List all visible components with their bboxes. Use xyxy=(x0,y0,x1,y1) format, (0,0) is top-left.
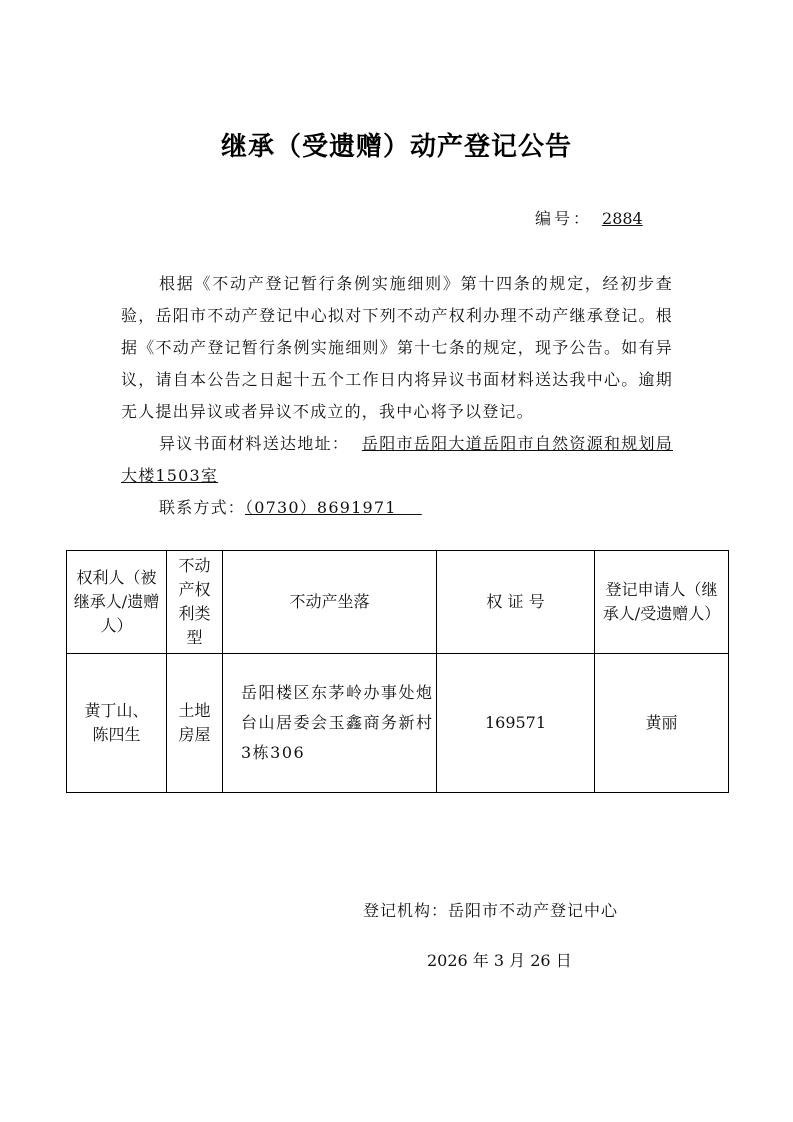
contact-label: 联系方式： xyxy=(159,498,246,517)
notice-paragraph: 根据《不动产登记暂行条例实施细则》第十四条的规定，经初步查验，岳阳市不动产登记中心拟对下列不动产权利办理不动产继承登记。根据《不动产登记暂行条例实施细则》第十七条的规定，现予公告。如有异议，请自本公告之日起十五个工作日内将异议书面材料送达我中心。逾期无人提出异议或者异议不成立的，我中心将予以登记。 xyxy=(121,274,673,421)
header-type: 不动产权利类型 xyxy=(167,551,223,654)
cell-location: 岳阳楼区东茅岭办事处炮台山居委会玉鑫商务新村3栋306 xyxy=(223,654,437,793)
notice-date: 2026 年 3 月 26 日 xyxy=(427,951,572,970)
table-row xyxy=(67,654,729,793)
registration-table xyxy=(66,550,729,793)
cell-applicant: 黄丽 xyxy=(595,654,729,793)
header-applicant: 登记申请人（继承人/受遗赠人） xyxy=(595,551,729,654)
cell-type: 土地房屋 xyxy=(167,654,223,793)
address-line xyxy=(121,428,673,492)
page-title: 继承（受遗赠）动产登记公告 xyxy=(220,132,572,162)
header-location: 不动产坐落 xyxy=(223,551,437,654)
notice-body xyxy=(121,268,673,524)
cell-holder: 黄丁山、陈四生 xyxy=(67,654,167,793)
header-holder: 权利人（被继承人/遗赠人） xyxy=(67,551,167,654)
address-value: 岳阳市岳阳大道岳阳市自然资源和规划局大楼1503室 xyxy=(121,434,674,485)
cell-cert: 169571 xyxy=(437,654,595,793)
contact-line xyxy=(121,492,673,524)
table-header-row xyxy=(67,551,729,654)
serial-label: 编号： xyxy=(535,209,593,228)
serial-value: 2884 xyxy=(602,209,643,228)
serial-number xyxy=(535,206,643,229)
address-label: 异议书面材料送达地址： xyxy=(159,434,350,453)
registration-authority: 登记机构：岳阳市不动产登记中心 xyxy=(363,901,619,920)
contact-value: （0730）8691971 xyxy=(245,498,397,517)
header-cert: 权 证 号 xyxy=(437,551,595,654)
